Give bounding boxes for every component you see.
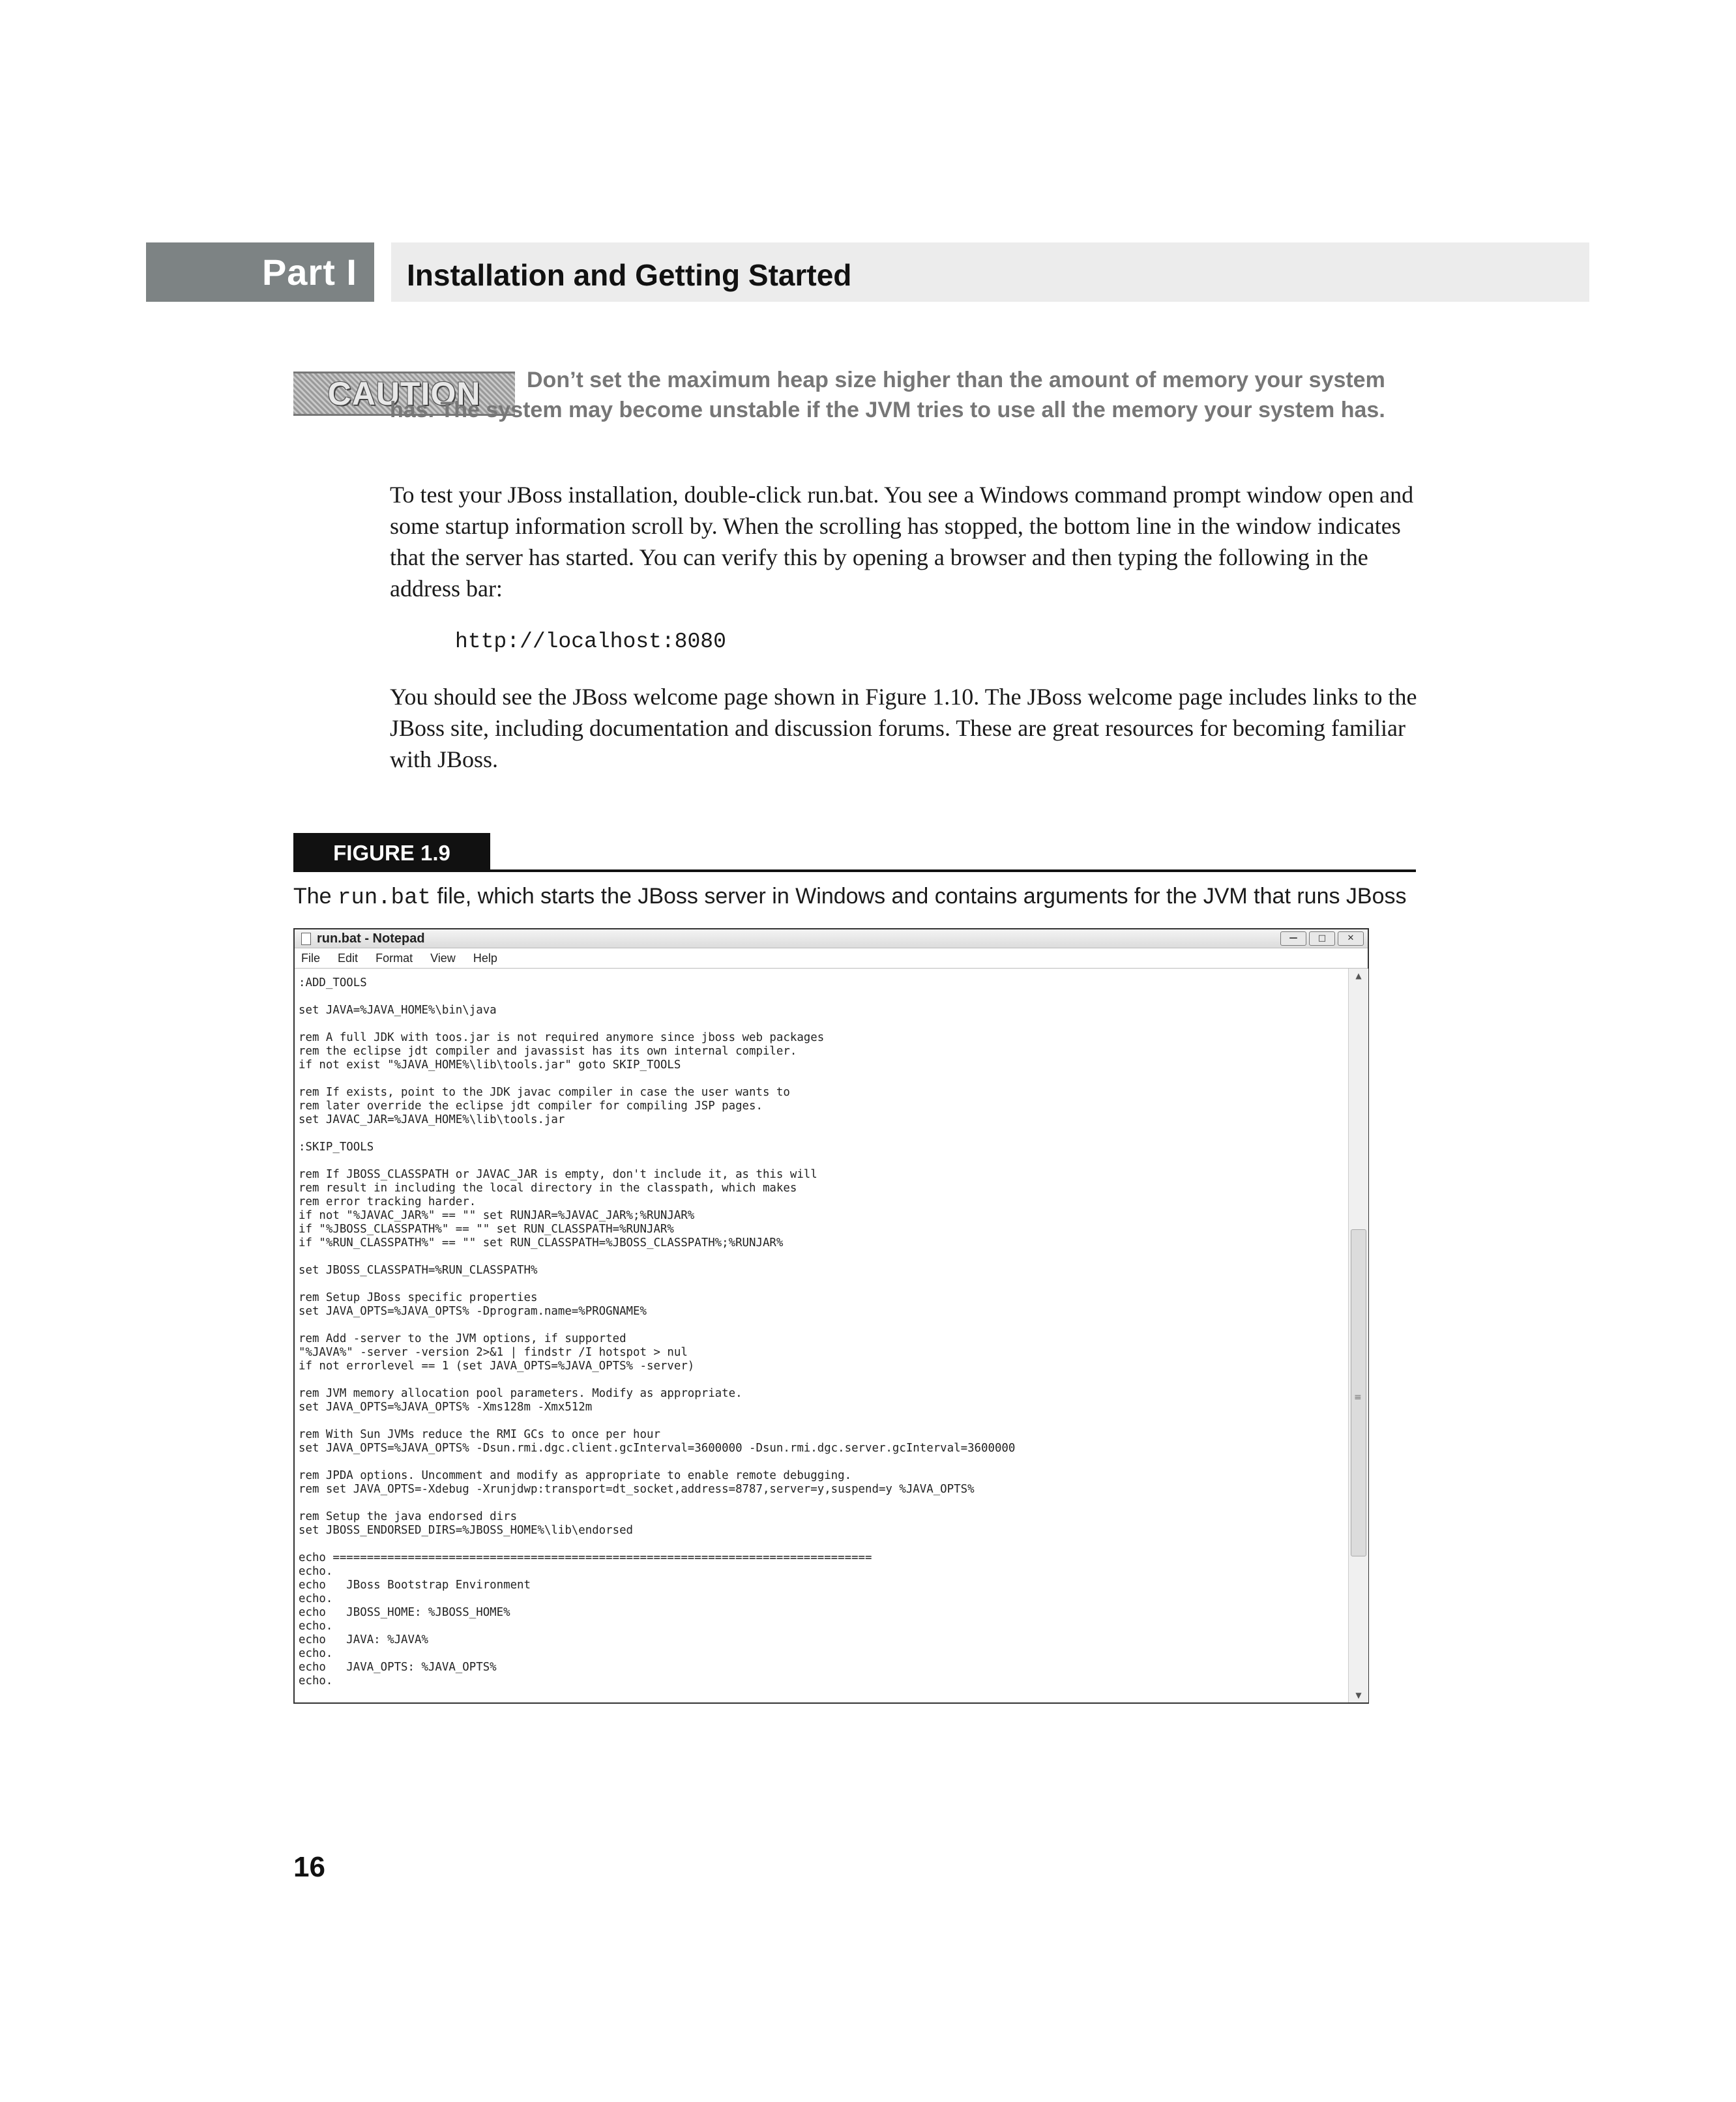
code-line [299, 1414, 1344, 1428]
scroll-up-icon[interactable]: ▲ [1355, 971, 1362, 980]
window-controls [1280, 931, 1364, 946]
code-line [299, 1072, 1344, 1086]
code-line [299, 1319, 1344, 1332]
code-line: rem If JBOSS_CLASSPATH or JAVAC_JAR is empty, don't include it, as this will [299, 1168, 817, 1181]
code-line [299, 1496, 1344, 1510]
code-line: rem A full JDK with toos.jar is not required anymore since jboss web packages [299, 1031, 825, 1044]
code-line [299, 1538, 1344, 1551]
code-line: if "%RUN_CLASSPATH%" == "" set RUN_CLASSPATH=%JBOSS_CLASSPATH%;%RUNJAR% [299, 1236, 784, 1249]
code-line [299, 1250, 1344, 1264]
code-line [299, 990, 1344, 1004]
figure-label: FIGURE 1.9 [293, 833, 490, 872]
code-line: rem error tracking harder. [299, 1195, 477, 1208]
menu-view[interactable]: View [430, 952, 456, 965]
code-line: rem With Sun JVMs reduce the RMI GCs to once per hour [299, 1428, 660, 1441]
code-line: rem JPDA options. Uncomment and modify as appropriate to enable remote debugging. [299, 1469, 852, 1482]
code-line [299, 1373, 1344, 1387]
notepad-document-icon [301, 933, 311, 945]
code-line: set JAVA_OPTS=%JAVA_OPTS% -Xms128m -Xmx512m [299, 1401, 593, 1414]
code-line: set JBOSS_ENDORSED_DIRS=%JBOSS_HOME%\lib\endorsed [299, 1524, 634, 1537]
code-line: rem set JAVA_OPTS=-Xdebug -Xrunjdwp:transport=dt_socket,address=8787,server=y,suspend=y %JAVA_OPTS% [299, 1483, 975, 1496]
figure-caption-pre: The [293, 884, 338, 909]
notepad-window [293, 928, 1369, 1704]
figure-caption [293, 881, 1428, 913]
code-line: set JBOSS_CLASSPATH=%RUN_CLASSPATH% [299, 1264, 538, 1277]
code-line: echo =============================================================================== [299, 1551, 872, 1564]
code-line: rem Setup JBoss specific properties [299, 1291, 538, 1304]
code-line [299, 1277, 1344, 1291]
localhost-url: http://localhost:8080 [455, 630, 726, 654]
code-line [299, 1154, 1344, 1168]
code-line: rem the eclipse jdt compiler and javassist has its own internal compiler. [299, 1045, 797, 1058]
body-paragraph-2: You should see the JBoss welcome page shown in Figure 1.10. The JBoss welcome page includes links to the JBoss site, including documentation and discussion forums. These are great resources for becoming familiar with JBoss. [390, 684, 1417, 772]
code-line: rem JVM memory allocation pool parameters. Modify as appropriate. [299, 1387, 743, 1400]
maximize-icon[interactable]: □ [1309, 931, 1335, 946]
code-line: set JAVA=%JAVA_HOME%\bin\java [299, 1004, 497, 1017]
code-line: if "%JBOSS_CLASSPATH%" == "" set RUN_CLASSPATH=%RUNJAR% [299, 1223, 674, 1236]
code-line: rem result in including the local directory in the classpath, which makes [299, 1182, 797, 1195]
page-number: 16 [293, 1851, 325, 1883]
code-line [299, 1017, 1344, 1031]
minimize-icon[interactable]: — [1280, 931, 1306, 946]
code-line: rem later override the eclipse jdt compiler for compiling JSP pages. [299, 1100, 763, 1113]
code-line: rem If exists, point to the JDK javac compiler in case the user wants to [299, 1086, 790, 1099]
code-line: echo. [299, 1674, 333, 1687]
menu-help[interactable]: Help [473, 952, 497, 965]
menu-file[interactable]: File [301, 952, 321, 965]
code-line: rem Setup the java endorsed dirs [299, 1510, 518, 1523]
code-line: rem Add -server to the JVM options, if supported [299, 1332, 626, 1345]
code-line: echo. [299, 1565, 333, 1578]
close-icon[interactable]: ✕ [1338, 931, 1364, 946]
code-line: if not errorlevel == 1 (set JAVA_OPTS=%JAVA_OPTS% -server) [299, 1360, 695, 1373]
notepad-title: run.bat - Notepad [317, 931, 425, 946]
scrollbar-grip-icon: ≡ [1354, 1392, 1362, 1403]
code-line: echo JBoss Bootstrap Environment [299, 1579, 531, 1592]
code-line: echo JAVA: %JAVA% [299, 1633, 428, 1646]
body-paragraph-1: To test your JBoss installation, double-click run.bat. You see a Windows command prompt window open and some startup information scroll by. When the scrolling has stopped, the bottom line in the window indicates that the server has started. You can verify this by opening a browser and then typing the following in the address bar: [390, 482, 1414, 602]
code-line: echo JAVA_OPTS: %JAVA_OPTS% [299, 1661, 497, 1674]
caution-badge-label: CAUTION [327, 375, 481, 412]
code-line: echo. [299, 1647, 333, 1660]
code-line: echo JBOSS_HOME: %JBOSS_HOME% [299, 1606, 510, 1619]
code-line: if not exist "%JAVA_HOME%\lib\tools.jar" goto SKIP_TOOLS [299, 1058, 681, 1072]
code-line: set JAVA_OPTS=%JAVA_OPTS% -Dsun.rmi.dgc.client.gcInterval=3600000 -Dsun.rmi.dgc.server.gcInterval=3600000 [299, 1442, 1016, 1455]
notepad-text-area[interactable] [295, 969, 1344, 1702]
code-line: echo. [299, 1592, 333, 1605]
chapter-title: Installation and Getting Started [391, 242, 1589, 302]
caution-text: Don’t set the maximum heap size higher than the amount of memory your system has. The system may become unstable if the JVM tries to use all the memory your system has. [390, 368, 1385, 422]
part-label: Part I [146, 242, 374, 302]
code-line: if not "%JAVAC_JAR%" == "" set RUNJAR=%JAVAC_JAR%;%RUNJAR% [299, 1209, 695, 1222]
scroll-down-icon[interactable]: ▼ [1355, 1691, 1362, 1700]
code-line [299, 1455, 1344, 1469]
code-line: set JAVA_OPTS=%JAVA_OPTS% -Dprogram.name=%PROGNAME% [299, 1305, 647, 1318]
figure-caption-code: run.bat [338, 886, 431, 911]
code-line: "%JAVA%" -server -version 2>&1 | findstr /I hotspot > nul [299, 1346, 688, 1359]
code-line [299, 1127, 1344, 1141]
menu-edit[interactable]: Edit [338, 952, 359, 965]
code-line: set JAVAC_JAR=%JAVA_HOME%\lib\tools.jar [299, 1113, 565, 1126]
notepad-titlebar[interactable] [295, 929, 1368, 948]
notepad-menubar [295, 948, 1368, 969]
code-line: :SKIP_TOOLS [299, 1141, 374, 1154]
vertical-scrollbar[interactable] [1348, 969, 1368, 1702]
menu-format[interactable]: Format [375, 952, 413, 965]
figure-caption-post: file, which starts the JBoss server in Windows and contains arguments for the JVM that runs JBoss [430, 884, 1407, 909]
code-line: echo. [299, 1620, 333, 1633]
code-line: :ADD_TOOLS [299, 976, 367, 989]
